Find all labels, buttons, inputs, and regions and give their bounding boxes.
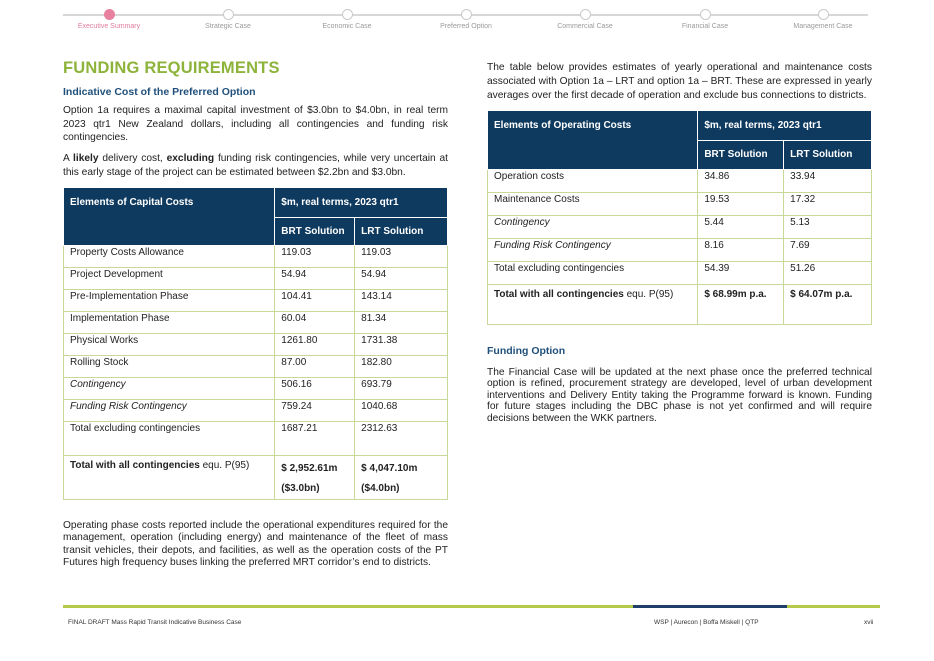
brt-total-value: $ 68.99m p.a. <box>698 285 784 325</box>
nav-step-commercial-case[interactable] <box>525 9 645 30</box>
table-row <box>488 170 872 193</box>
total-label <box>64 456 275 500</box>
operating-costs-table <box>487 110 872 325</box>
brt-value: 54.94 <box>275 268 355 290</box>
table-row <box>64 268 448 290</box>
lrt-value: 119.03 <box>355 246 448 268</box>
total-label <box>488 285 698 325</box>
table-row <box>64 290 448 312</box>
row-label: Maintenance Costs <box>488 193 698 216</box>
table-row <box>488 262 872 285</box>
lrt-value: 51.26 <box>784 262 872 285</box>
section-progress-nav <box>63 5 868 35</box>
row-label: Implementation Phase <box>64 312 275 334</box>
footer-rule-green-end <box>787 605 880 608</box>
step-dot-icon <box>342 9 353 20</box>
table-header-row <box>64 188 448 218</box>
row-label: Physical Works <box>64 334 275 356</box>
column-header-element: Elements of Operating Costs <box>488 111 698 170</box>
row-label: Total excluding contingencies <box>64 422 275 456</box>
lrt-total-value: $ 64.07m p.a. <box>784 285 872 325</box>
nav-step-economic-case[interactable] <box>287 9 407 30</box>
lrt-total-value: $ 4,047.10m <box>361 463 418 475</box>
step-dot-icon <box>580 9 591 20</box>
lrt-value: 143.14 <box>355 290 448 312</box>
lrt-value: 5.13 <box>784 216 872 239</box>
brt-value: 60.04 <box>275 312 355 334</box>
brt-value: 8.16 <box>698 239 784 262</box>
nav-step-preferred-option[interactable] <box>406 9 526 30</box>
operating-intro-paragraph: The table below provides estimates of yearly operational and maintenance costs associated with Option 1a – LRT and option 1a – BRT. These are expressed in yearly averages over the first decade of operation and exclude bus connections to districts. <box>487 62 872 101</box>
row-label: Funding Risk Contingency <box>488 239 698 262</box>
brt-value: 506.16 <box>275 378 355 400</box>
nav-step-label: Preferred Option <box>440 23 492 30</box>
table-header-row <box>488 111 872 141</box>
lrt-total <box>355 456 448 500</box>
column-header-lrt: LRT Solution <box>784 141 872 170</box>
brt-value: 119.03 <box>275 246 355 268</box>
table-row <box>64 422 448 456</box>
row-label: Project Development <box>64 268 275 290</box>
row-label: Total excluding contingencies <box>488 262 698 285</box>
intro-paragraph: Option 1a requires a maximal capital investment of $3.0bn to $4.0bn, in real term 2023 qtr1 New Zealand dollars, including all contingencies and funding risk contingencies. <box>63 105 448 144</box>
lrt-value: 1040.68 <box>355 400 448 422</box>
text-run: funding risk contingencies, while very uncertain at this early stage of the project can be estimated between $2.2bn and $3.0bn. <box>63 152 448 178</box>
column-header-brt: BRT Solution <box>698 141 784 170</box>
table-row <box>64 378 448 400</box>
footer-document-title: FINAL DRAFT Mass Rapid Transit Indicative Business Case <box>68 619 242 626</box>
lrt-value: 33.94 <box>784 170 872 193</box>
brt-value: 19.53 <box>698 193 784 216</box>
step-dot-icon <box>223 9 234 20</box>
brt-value: 87.00 <box>275 356 355 378</box>
lrt-value: 54.94 <box>355 268 448 290</box>
footer-page-number: xvii <box>864 619 874 626</box>
row-label: Funding Risk Contingency <box>64 400 275 422</box>
column-header-lrt: LRT Solution <box>355 218 448 246</box>
brt-value: 1687.21 <box>275 422 355 456</box>
table-row <box>64 356 448 378</box>
lrt-value: 7.69 <box>784 239 872 262</box>
total-label-bold: Total with all contingencies <box>494 289 624 300</box>
total-label-bold: Total with all contingencies <box>70 460 200 472</box>
nav-step-label: Management Case <box>793 23 853 30</box>
lrt-total-bn: ($4.0bn) <box>361 483 400 495</box>
column-header-group: $m, real terms, 2023 qtr1 <box>698 111 872 141</box>
brt-total <box>275 456 355 500</box>
likely-cost-paragraph <box>63 152 448 179</box>
table-total-row <box>64 456 448 500</box>
brt-value: 34.86 <box>698 170 784 193</box>
text-run: A <box>63 152 74 164</box>
table-row <box>64 334 448 356</box>
nav-step-label: Strategic Case <box>205 23 251 30</box>
nav-step-financial-case[interactable] <box>645 9 765 30</box>
brt-value: 5.44 <box>698 216 784 239</box>
table-row <box>488 239 872 262</box>
step-dot-icon <box>461 9 472 20</box>
lrt-value: 182.80 <box>355 356 448 378</box>
section-subtitle: Indicative Cost of the Preferred Option <box>63 85 256 98</box>
step-dot-icon <box>700 9 711 20</box>
step-dot-icon <box>104 9 115 20</box>
text-run: delivery cost, <box>98 152 167 164</box>
table-row <box>488 216 872 239</box>
operating-phase-paragraph: Operating phase costs reported include the operational expenditures required for the management, operation (including energy) and maintenance of the fleet of mass transit vehicles, their depots, and facilities, as well as the operation costs of the PT Futures high frequency buses linking the preferred MRT corridor’s end to districts. <box>63 520 448 568</box>
funding-option-paragraph: The Financial Case will be updated at the next phase once the preferred technical option is refined, procurement strategy are developed, level of urban development interventions and Delivery Entity taking the Programme forward is known. Funding for future stages including the DBC phase is not yet confirmed and will require decisions between the WKK partners. <box>487 366 872 424</box>
step-dot-icon <box>818 9 829 20</box>
column-header-group: $m, real terms, 2023 qtr1 <box>275 188 448 218</box>
table-row <box>488 193 872 216</box>
brt-value: 1261.80 <box>275 334 355 356</box>
brt-total-value: $ 2,952.61m <box>281 463 338 475</box>
footer-authors: WSP | Aurecon | Boffa Miskell | QTP <box>654 619 759 626</box>
bold-run: likely <box>73 152 99 164</box>
column-header-element: Elements of Capital Costs <box>64 188 275 246</box>
nav-step-label: Economic Case <box>322 23 372 30</box>
row-label: Contingency <box>488 216 698 239</box>
lrt-value: 17.32 <box>784 193 872 216</box>
total-label-rest: equ. P(95) <box>623 289 674 300</box>
bold-run: excluding <box>166 152 215 164</box>
footer-rule-green <box>63 605 633 608</box>
funding-option-heading: Funding Option <box>487 345 566 357</box>
lrt-value: 693.79 <box>355 378 448 400</box>
footer-rule <box>63 605 880 608</box>
lrt-value: 1731.38 <box>355 334 448 356</box>
brt-value: 759.24 <box>275 400 355 422</box>
capital-costs-table <box>63 187 448 500</box>
row-label: Pre-Implementation Phase <box>64 290 275 312</box>
nav-step-label: Financial Case <box>681 23 729 30</box>
table-row <box>64 400 448 422</box>
lrt-value: 81.34 <box>355 312 448 334</box>
nav-step-executive-summary[interactable] <box>49 9 169 30</box>
footer-rule-navy <box>633 605 787 608</box>
nav-step-label: Commercial Case <box>557 23 613 30</box>
table-row <box>64 312 448 334</box>
nav-step-strategic-case[interactable] <box>168 9 288 30</box>
left-column <box>63 59 448 569</box>
brt-value: 104.41 <box>275 290 355 312</box>
total-label-rest: equ. P(95) <box>199 460 250 472</box>
column-header-brt: BRT Solution <box>275 218 355 246</box>
table-total-row <box>488 285 872 325</box>
brt-value: 54.39 <box>698 262 784 285</box>
row-label: Rolling Stock <box>64 356 275 378</box>
right-column <box>487 61 872 425</box>
row-label: Operation costs <box>488 170 698 193</box>
brt-total-bn: ($3.0bn) <box>281 483 320 495</box>
row-label: Property Costs Allowance <box>64 246 275 268</box>
nav-step-label: Executive Summary <box>77 23 141 30</box>
page-title: FUNDING REQUIREMENTS <box>63 59 280 77</box>
lrt-value: 2312.63 <box>355 422 448 456</box>
row-label: Contingency <box>64 378 275 400</box>
nav-step-management-case[interactable] <box>763 9 883 30</box>
table-row <box>64 246 448 268</box>
